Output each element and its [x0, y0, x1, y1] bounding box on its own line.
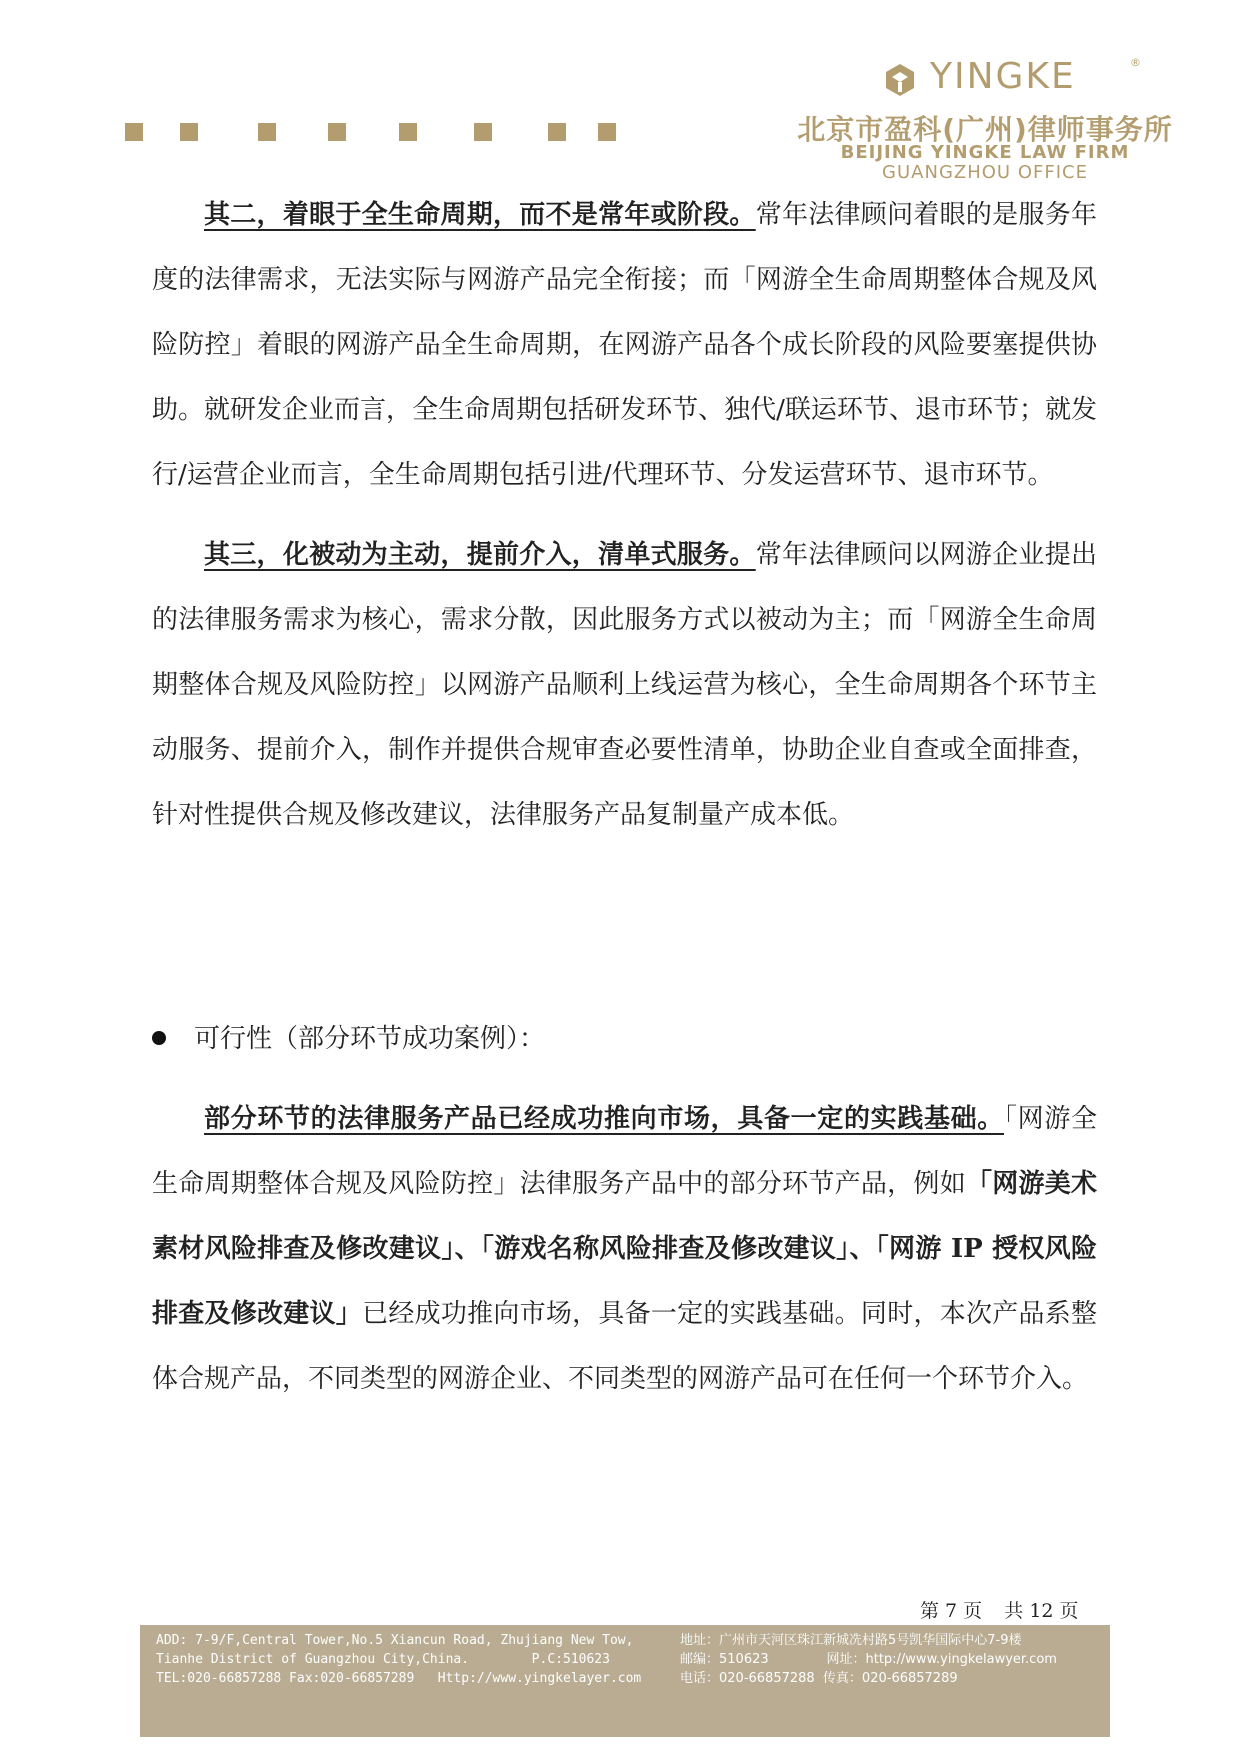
- page-total: 共 12 页: [1004, 1600, 1079, 1622]
- paragraph-feasibility-text-b: 已经成功推向市场，具备一定的实践基础。同时，本次产品系整体合规产品，不同类型的网游企业、不同类型的网游产品可在任何一个环节介入。: [152, 1299, 1097, 1394]
- decorative-squares: [0, 123, 700, 143]
- logo-wordmark: YINGKE: [930, 56, 1076, 97]
- paragraph-feasibility: [152, 1087, 1097, 1412]
- paragraph-feasibility-text-a: 「网游全生命周期整体合规及风险防控」法律服务产品中的部分环节产品，例如: [152, 1104, 1097, 1199]
- yingke-logo-icon: [880, 60, 920, 100]
- firm-name-cn: 北京市盈科(广州)律师事务所: [797, 113, 1173, 146]
- paragraph-3-text: 常年法律顾问以网游企业提出的法律服务需求为核心，需求分散，因此服务方式以被动为主；而「网游全生命周期整体合规及风险防控」以网游产品顺利上线运营为核心，全生命周期各个环节主动服务、提前介入，制作并提供合规审查必要性清单，协助企业自查或全面排查，针对性提供合规及修改建议，法律服务产品复制量产成本低。: [152, 540, 1097, 830]
- footer-bar: [140, 1625, 1110, 1737]
- paragraph-3: [152, 523, 1097, 848]
- paragraph-2-text: 常年法律顾问着眼的是服务年度的法律需求，无法实际与网游产品完全衔接；而「网游全生命周期整体合规及风险防控」着眼的网游产品全生命周期，在网游产品各个成长阶段的风险要塞提供协助。就研发企业而言，全生命周期包括研发环节、独代/联运环节、退市环节；就发行/运营企业而言，全生命周期包括引进/代理环节、分发运营环节、退市环节。: [152, 200, 1097, 490]
- footer-en-line-3: TEL:020-66857288 Fax:020-66857289 Http://www.yingkelayer.com: [156, 1671, 642, 1686]
- footer-en-line-2: Tianhe District of Guangzhou City,China. P.C:510623: [156, 1652, 610, 1667]
- footer-cn-line-3: 电话：020-66857288 传真：020-66857289: [680, 1671, 958, 1686]
- paragraph-feasibility-lead: 部分环节的法律服务产品已经成功推向市场，具备一定的实践基础。: [204, 1104, 1004, 1134]
- firm-logo: [790, 54, 1190, 184]
- footer-cn-line-2: 邮编：510623 网址：http://www.yingkelawyer.com: [680, 1652, 1057, 1667]
- feasibility-bullet: [152, 1015, 545, 1063]
- paragraph-2: [152, 183, 1097, 508]
- registered-mark: ®: [1130, 56, 1141, 69]
- footer-address-cn: [680, 1631, 1057, 1688]
- page-current: 第 7 页: [920, 1600, 983, 1622]
- paragraph-feasibility-products: 「网游美术素材风险排查及修改建议」、「游戏名称风险排查及修改建议」、「网游 IP 授权风险排查及修改建议」: [152, 1169, 1097, 1329]
- footer-address-en: [156, 1631, 641, 1688]
- footer-en-line-1: ADD: 7-9/F,Central Tower,No.5 Xiancun Road, Zhujiang New Tow,: [156, 1633, 634, 1648]
- paragraph-3-lead: 其三，化被动为主动，提前介入，清单式服务。: [204, 540, 756, 570]
- firm-office: GUANGZHOU OFFICE: [882, 162, 1088, 183]
- paragraph-2-lead: 其二，着眼于全生命周期，而不是常年或阶段。: [204, 200, 756, 230]
- document-body-2: [152, 1087, 1097, 1412]
- firm-name-en: BEIJING YINGKE LAW FIRM: [840, 142, 1130, 163]
- bullet-title: 可行性（部分环节成功案例）：: [194, 1024, 546, 1054]
- page-number: [920, 1596, 1083, 1623]
- bullet-dot-icon: [152, 1031, 166, 1045]
- footer-cn-line-1: 地址：广州市天河区珠江新城冼村路5号凯华国际中心7-9楼: [680, 1633, 1022, 1648]
- document-body: [152, 183, 1097, 848]
